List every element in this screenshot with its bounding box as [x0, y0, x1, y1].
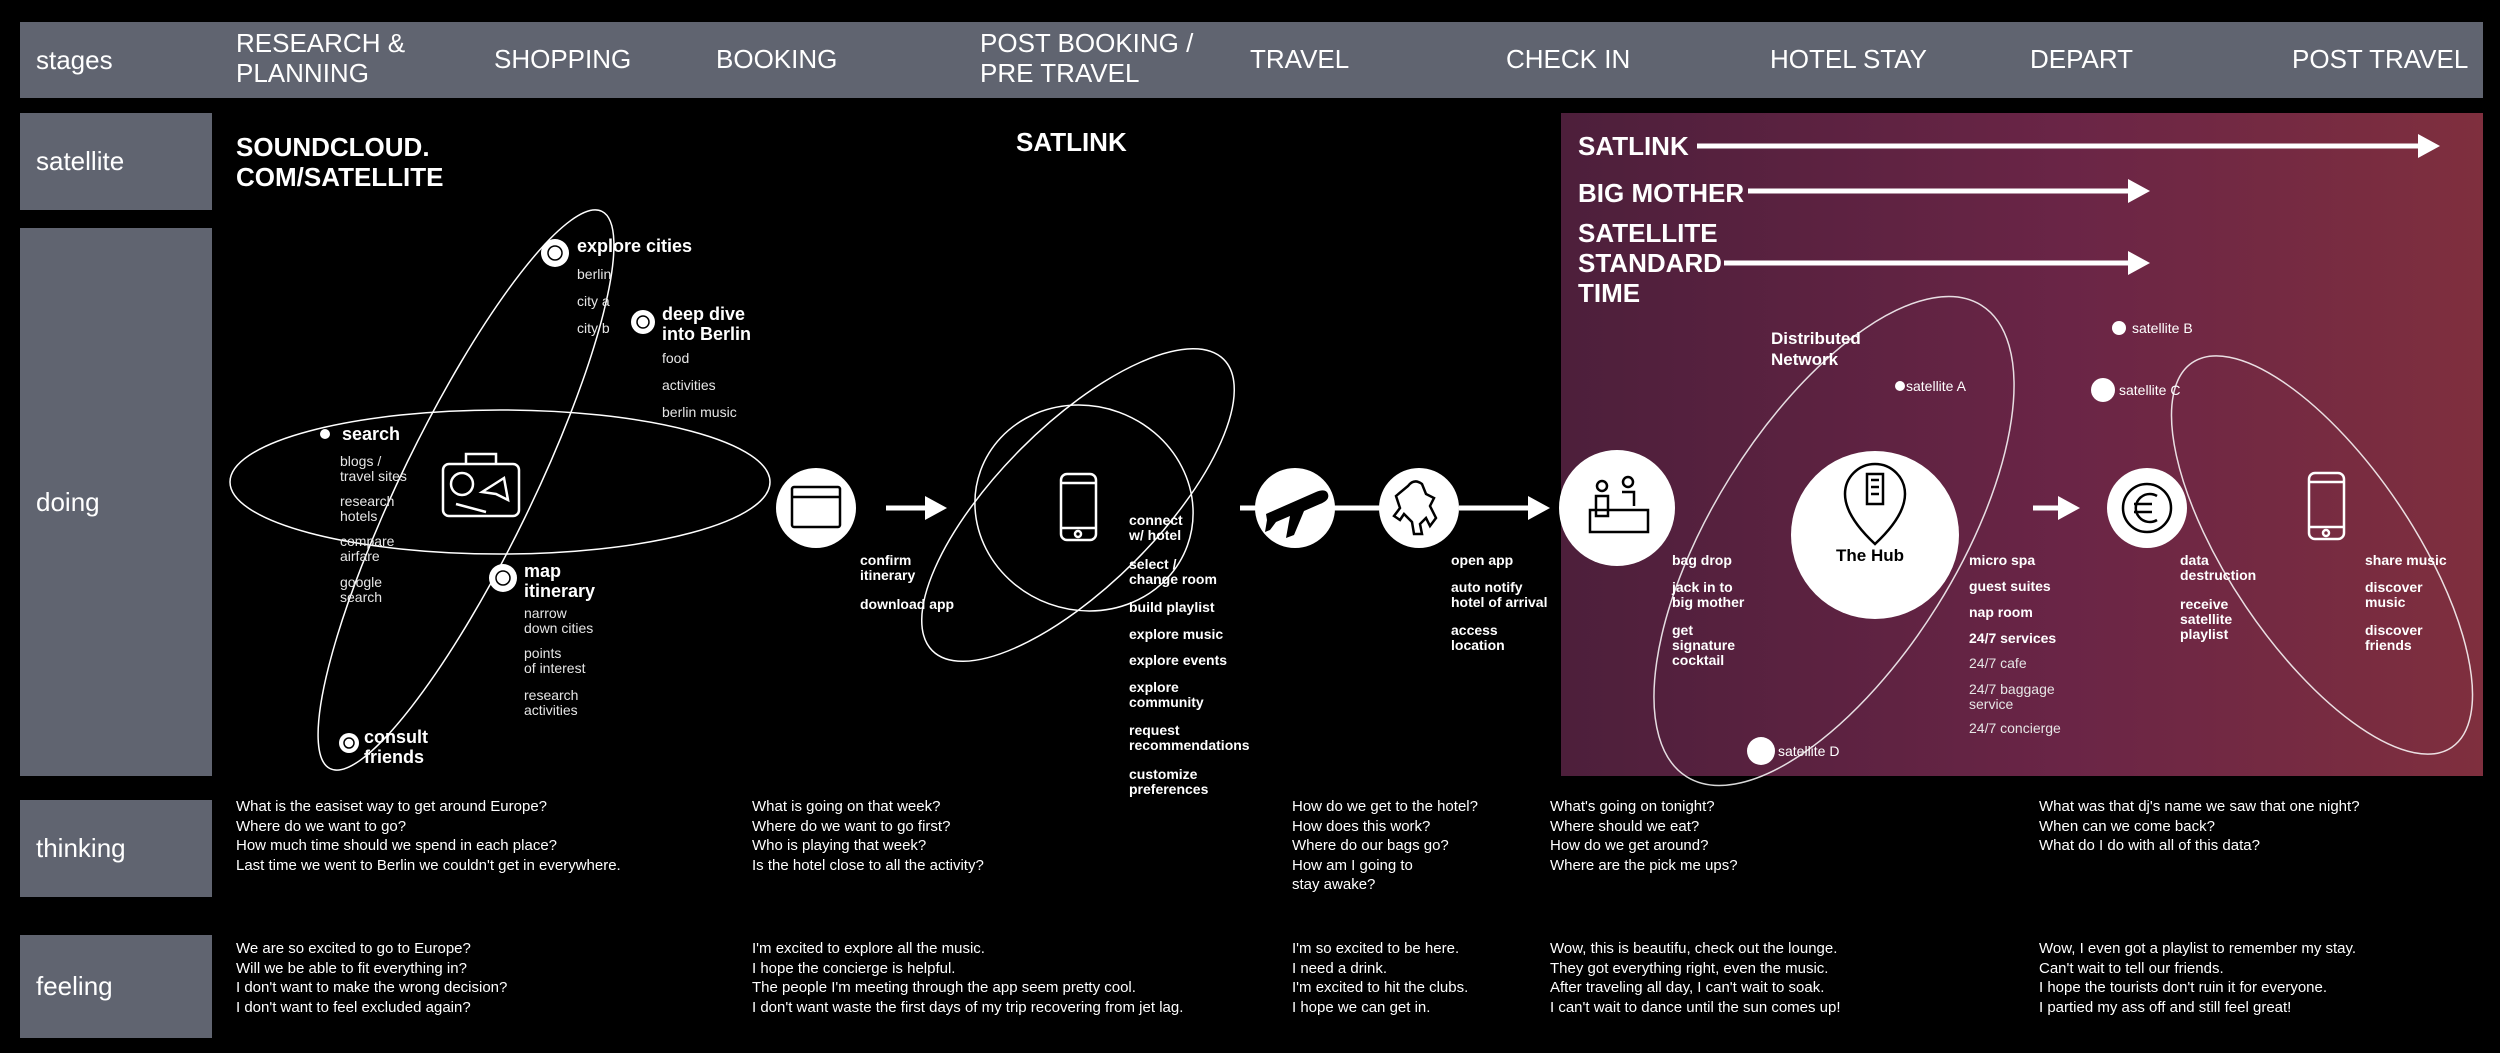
satlink-label: SATLINK	[1016, 127, 1127, 157]
deep-dive-label: deep dive into Berlin	[662, 304, 751, 344]
pretravel-item-community: explore community	[1129, 679, 1204, 710]
satellite-standard-time-arrow	[1724, 251, 2150, 275]
checkin-item-notify: auto notify hotel of arrival	[1451, 579, 1548, 610]
distributed-network-label: Distributed Network	[1771, 329, 1861, 369]
post-item-discover-friends: discover friends	[2365, 622, 2423, 653]
pretravel-item-music: explore music	[1129, 626, 1224, 642]
hotel-item-bag-drop: bag drop	[1672, 552, 1732, 568]
depart-circle	[2107, 468, 2187, 548]
feeling-booking: I'm excited to explore all the music. I hope the concierge is helpful. The people I'm meeting through the app seem pretty cool. I don't want waste the first days of my trip recovering from jet lag.	[752, 940, 1184, 1016]
map-item-activities: research activities	[524, 687, 579, 718]
row-label-doing: doing	[20, 228, 212, 776]
row-label-stages: stages	[20, 22, 210, 98]
hotel-item-cocktail: get signature cocktail	[1672, 622, 1736, 668]
pretravel-item-room: select / change room	[1129, 556, 1217, 587]
stage-booking: BOOKING	[716, 44, 838, 74]
stage-travel: TRAVEL	[1250, 44, 1350, 74]
smartphone-icon	[1061, 474, 1096, 540]
row-label-feeling: feeling	[20, 935, 212, 1038]
stage-depart: DEPART	[2030, 44, 2134, 74]
hub-label: The Hub	[1836, 546, 1904, 565]
explore-item-city-b: city b	[577, 320, 610, 336]
hotel-service-24-7: 24/7 services	[1969, 630, 2057, 646]
satlink-arrow-label: SATLINK	[1578, 131, 1689, 161]
feeling-depart: Wow, I even got a playlist to remember my stay. Can't wait to tell our friends. I hope the tourists don't ruin it for everyone. I partied my ass off and still feel great!	[2039, 940, 2357, 1016]
map-itinerary-label: map itinerary	[524, 561, 596, 601]
search-item-hotels: research hotels	[340, 493, 395, 524]
thinking-checkin: What's going on tonight? Where should we eat? How do we get around? Where are the pick me ups?	[1550, 798, 1738, 874]
hotel-item-big-mother: jack in to big mother	[1672, 579, 1745, 610]
checkin-circle	[1379, 468, 1459, 548]
post-item-discover-music: discover music	[2365, 579, 2423, 610]
satellite-c-label: satellite C	[2119, 382, 2181, 398]
hotel-service-micro-spa: micro spa	[1969, 552, 2036, 568]
feeling-research: We are so excited to go to Europe? Will we be able to fit everything in? I don't want to make the wrong decision? I don't want to feel excluded again?	[236, 940, 508, 1016]
pretravel-item-events: explore events	[1129, 652, 1228, 668]
deep-item-berlin-music: berlin music	[662, 404, 737, 420]
satellite-d-label: satellite D	[1778, 743, 1840, 759]
explore-cities-label: explore cities	[577, 236, 693, 256]
thinking-booking: What is going on that week? Where do we want to go first? Who is playing that week? Is the hotel close to all the activity?	[752, 798, 984, 874]
pretravel-item-preferences: customize preferences	[1129, 766, 1209, 797]
big-mother-arrow-label: BIG MOTHER	[1578, 178, 1745, 208]
depart-item-playlist: receive satellite playlist	[2180, 596, 2233, 642]
stage-shopping: SHOPPING	[494, 44, 632, 74]
checkin-item-location: access location	[1451, 622, 1505, 653]
satellite-a-label: satellite A	[1906, 378, 1966, 394]
stage-check-in: CHECK IN	[1506, 44, 1631, 74]
stage-research: RESEARCH & PLANNING	[236, 28, 406, 88]
search-label: search	[342, 424, 401, 444]
post-smartphone-icon	[2309, 473, 2344, 539]
pretravel-item-playlist: build playlist	[1129, 599, 1215, 615]
hotel-sub-baggage: 24/7 baggage service	[1969, 681, 2055, 712]
reception-circle	[1559, 450, 1675, 566]
map-item-narrow: narrow down cities	[524, 605, 594, 636]
post-item-share-music: share music	[2365, 552, 2447, 568]
consult-friends-label: consult friends	[364, 727, 429, 767]
feeling-checkin: Wow, this is beautifu, check out the lounge. They got everything right, even the music. After traveling all day, I can't wait to soak. I can't wait to dance until the sun comes up!	[1550, 940, 1841, 1016]
stage-hotel-stay: HOTEL STAY	[1770, 44, 1927, 74]
search-item-blogs: blogs / travel sites	[340, 453, 407, 484]
suitcase-icon	[443, 454, 519, 516]
satellite-b-label: satellite B	[2132, 320, 2193, 336]
hotel-service-guest-suites: guest suites	[1969, 578, 2051, 594]
search-item-airfare: compare airfare	[340, 533, 395, 564]
booking-arrow	[886, 496, 947, 520]
hotel-sub-cafe: 24/7 cafe	[1969, 655, 2027, 671]
research-orbits	[230, 183, 770, 797]
deep-item-food: food	[662, 350, 690, 366]
map-item-points: points of interest	[524, 645, 586, 676]
depart-arrow	[2033, 496, 2080, 520]
booking-item-download: download app	[860, 596, 955, 612]
depart-item-data: data destruction	[2180, 552, 2257, 583]
explore-item-city-a: city a	[577, 293, 610, 309]
stage-post-booking: POST BOOKING / PRE TRAVEL	[980, 28, 1194, 88]
checkin-item-open-app: open app	[1451, 552, 1514, 568]
pretravel-item-recommendations: request recommendations	[1129, 722, 1250, 753]
stage-post-travel: POST TRAVEL	[2292, 44, 2469, 74]
thinking-depart: What was that dj's name we saw that one night? When can we come back? What do I do with all of this data?	[2039, 798, 2360, 854]
booking-item-confirm: confirm itinerary	[860, 552, 916, 583]
satellite-standard-time-label: SATELLITE STANDARD TIME	[1578, 218, 1722, 308]
thinking-research: What is the easiset way to get around Europe? Where do we want to go? How much time should we spend in each place? Last time we went to Berlin we couldn't get in everywhere.	[236, 798, 621, 874]
deep-item-activities: activities	[662, 377, 716, 393]
booking-circle	[776, 468, 856, 548]
big-mother-arrow	[1748, 179, 2150, 203]
soundcloud-satellite-label: SOUNDCLOUD. COM/SATELLITE	[236, 132, 444, 192]
search-item-google: google search	[340, 574, 383, 605]
pretravel-item-connect: connect w/ hotel	[1129, 512, 1183, 543]
satlink-arrow	[1697, 134, 2440, 158]
row-label-thinking: thinking	[20, 800, 212, 897]
checkin-arrow	[1459, 496, 1550, 520]
row-label-satellite: satellite	[20, 113, 212, 210]
feeling-travel: I'm so excited to be here. I need a drink. I'm excited to hit the clubs. I hope we can get in.	[1292, 940, 1469, 1016]
hotel-service-nap-room: nap room	[1969, 604, 2033, 620]
hotel-sub-concierge: 24/7 concierge	[1969, 720, 2061, 736]
thinking-travel: How do we get to the hotel? How does this work? Where do our bags go? How am I going to stay awake?	[1292, 798, 1478, 893]
explore-item-berlin: berlin	[577, 266, 612, 282]
hub-circle	[1791, 451, 1959, 619]
